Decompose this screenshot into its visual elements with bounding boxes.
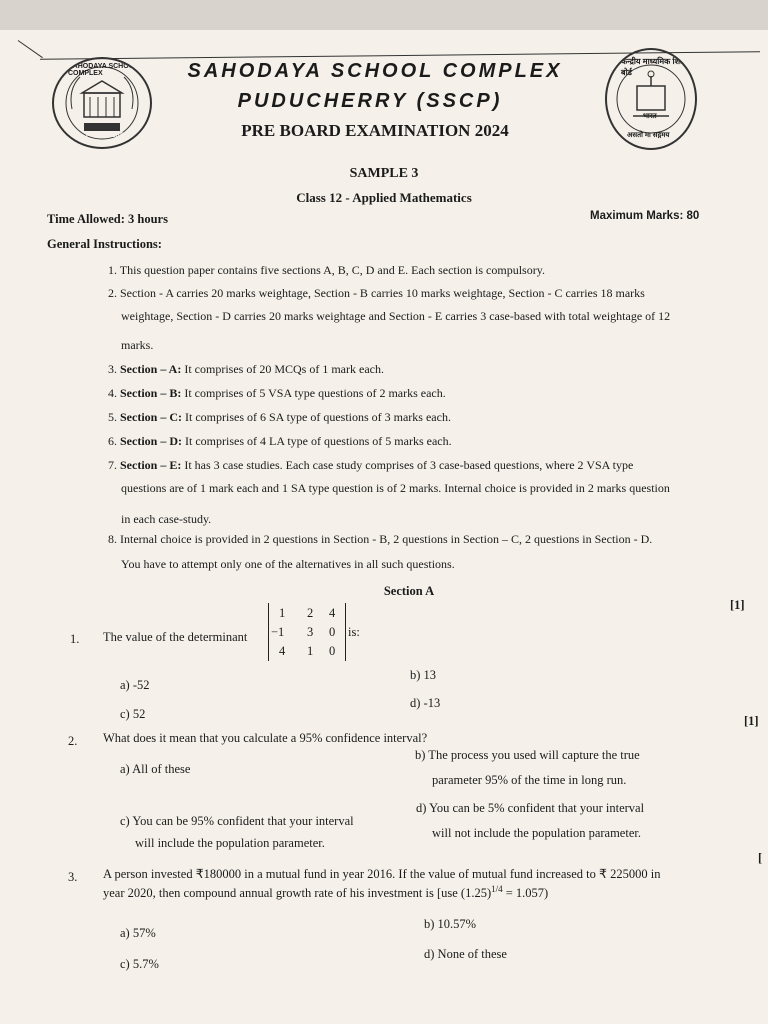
- instruction-text: marks.: [121, 338, 154, 352]
- section-a-heading: Section A: [383, 584, 435, 598]
- matrix-cell: 4: [279, 644, 286, 658]
- option-a: a) All of these: [120, 762, 191, 776]
- instruction-section: Section – D:: [120, 434, 182, 448]
- instruction-text: This question paper contains five sections A, B, C, D and E. Each section is compulsory.: [119, 263, 545, 277]
- question-number: 3.: [68, 870, 78, 884]
- logo-right-bottom-text: असतो मा सद्गमय: [627, 132, 670, 139]
- instruction-line: [108, 410, 451, 425]
- question-text: The value of the determinant: [103, 630, 248, 644]
- instruction-text: It comprises of 4 LA type of questions of 5 marks each.: [182, 434, 452, 448]
- instruction-line: [121, 512, 211, 527]
- instruction-text: It comprises of 6 SA type of questions of 3 marks each.: [182, 410, 451, 424]
- time-allowed: Time Allowed: 3 hours: [47, 212, 168, 226]
- matrix-cell: 4: [329, 606, 336, 620]
- instruction-line: [108, 286, 645, 301]
- question-text: What does it mean that you calculate a 95% confidence interval?: [103, 731, 428, 745]
- question-marks: [: [758, 851, 763, 865]
- instruction-section: Section – E:: [120, 458, 182, 472]
- instruction-number: 6.: [108, 434, 117, 448]
- question-marks: [1]: [730, 598, 745, 612]
- logo-right-mid-text: भारत: [643, 113, 657, 120]
- subject-label: Class 12 - Applied Mathematics: [296, 190, 472, 205]
- instruction-text: It comprises of 20 MCQs of 1 mark each.: [181, 362, 384, 376]
- instruction-text: It has 3 case studies. Each case study comprises of 3 case-based questions, where 2 VSA type: [181, 458, 634, 472]
- instruction-text: You have to attempt only one of the alternatives in all such questions.: [121, 557, 455, 571]
- question-line2-text: year 2020, then compound annual growth rate of his investment is [use (1.25): [103, 886, 492, 901]
- logo-right-top-text: केन्द्रीय माध्यमिक शिक्षा बोर्ड: [621, 57, 688, 77]
- option-c: c) 52: [120, 707, 146, 721]
- matrix-cell: 3: [307, 625, 314, 639]
- instruction-line: [108, 532, 652, 547]
- school-name: SAHODAYA SCHOOL COMPLEX: [187, 60, 563, 82]
- instruction-line: [108, 362, 384, 377]
- matrix-cell: 2: [307, 606, 314, 620]
- instruction-number: 4.: [108, 386, 117, 400]
- matrix-cell: 1: [279, 606, 286, 620]
- matrix-cell: 0: [329, 625, 336, 639]
- instruction-section: Section – A:: [120, 362, 182, 376]
- question-number: 1.: [70, 632, 80, 646]
- instructions-title: General Instructions:: [47, 237, 162, 251]
- instruction-line: [108, 263, 545, 278]
- exponent: 1/4: [491, 884, 503, 894]
- option-c-line1: c) You can be 95% confident that your interval: [120, 814, 354, 828]
- instruction-number: 5.: [108, 410, 117, 424]
- determinant-matrix: [268, 603, 346, 661]
- option-b: b) 10.57%: [424, 917, 477, 931]
- maximum-marks: Maximum Marks: 80: [590, 210, 700, 222]
- instruction-line: [121, 557, 455, 572]
- instruction-text: in each case-study.: [121, 512, 212, 526]
- option-c: c) 5.7%: [120, 957, 159, 971]
- matrix-cell: −1: [271, 625, 285, 639]
- matrix-cell: 1: [307, 644, 314, 658]
- question-line2: [103, 884, 548, 901]
- instruction-line: [121, 309, 670, 324]
- instruction-line: [108, 458, 633, 473]
- sample-label: SAMPLE 3: [349, 166, 419, 181]
- option-d-line2: will not include the population parameter.: [432, 826, 641, 840]
- instruction-line: [121, 481, 670, 496]
- logo-left-top-text: SAHODAYA SCHOOL COMPLEX: [68, 63, 139, 77]
- option-b: b) 13: [410, 668, 437, 682]
- instruction-text: questions are of 1 mark each and 1 SA type question is of 2 marks. Internal choice is provided in 2 marks question: [121, 481, 670, 495]
- instruction-text: Section - A carries 20 marks weightage, Section - B carries 10 marks weightage, Section - C carries 18 marks: [120, 286, 645, 300]
- instruction-number: 7.: [108, 458, 117, 472]
- question-line2-end: = 1.057): [502, 886, 549, 901]
- option-d: d) None of these: [424, 947, 507, 961]
- option-b-line1: b) The process you used will capture the true: [415, 748, 640, 762]
- instruction-number: 8.: [108, 532, 117, 546]
- region-name: PUDUCHERRY (SSCP): [237, 90, 503, 112]
- instruction-line: [108, 434, 452, 449]
- instruction-section: Section – C:: [120, 410, 182, 424]
- question-line1: A person invested ₹180000 in a mutual fund in year 2016. If the value of mutual fund increased to ₹ 225000 in: [103, 867, 661, 881]
- question-text-end: is:: [348, 625, 360, 639]
- instruction-number: 3.: [108, 362, 117, 376]
- instruction-line: [121, 338, 153, 353]
- instruction-section: Section – B:: [120, 386, 182, 400]
- instruction-number: 2.: [108, 286, 117, 300]
- option-b-line2: parameter 95% of the time in long run.: [432, 773, 627, 787]
- option-d-line1: d) You can be 5% confident that your interval: [416, 801, 645, 815]
- sahodaya-logo: [52, 57, 152, 149]
- instruction-text: weightage, Section - D carries 20 marks weightage and Section - E carries 3 case-based with total weightage of 12: [121, 309, 671, 323]
- option-a: a) -52: [120, 678, 150, 692]
- question-marks: [1]: [744, 714, 759, 728]
- option-c-line2: will include the population parameter.: [135, 836, 325, 850]
- exam-title: PRE BOARD EXAMINATION 2024: [241, 121, 509, 140]
- instruction-text: It comprises of 5 VSA type questions of 2 marks each.: [181, 386, 446, 400]
- option-a: a) 57%: [120, 926, 156, 940]
- instruction-text: Internal choice is provided in 2 questions in Section - B, 2 questions in Section – C, 2 questions in Section - D.: [120, 532, 653, 546]
- logo-left-bottom-text: PUDUCHERRY: [86, 133, 129, 139]
- instruction-number: 1.: [108, 263, 117, 277]
- matrix-cell: 0: [329, 644, 336, 658]
- option-d: d) -13: [410, 696, 441, 710]
- cbse-logo: [605, 48, 697, 150]
- question-number: 2.: [68, 734, 78, 748]
- instruction-line: [108, 386, 446, 401]
